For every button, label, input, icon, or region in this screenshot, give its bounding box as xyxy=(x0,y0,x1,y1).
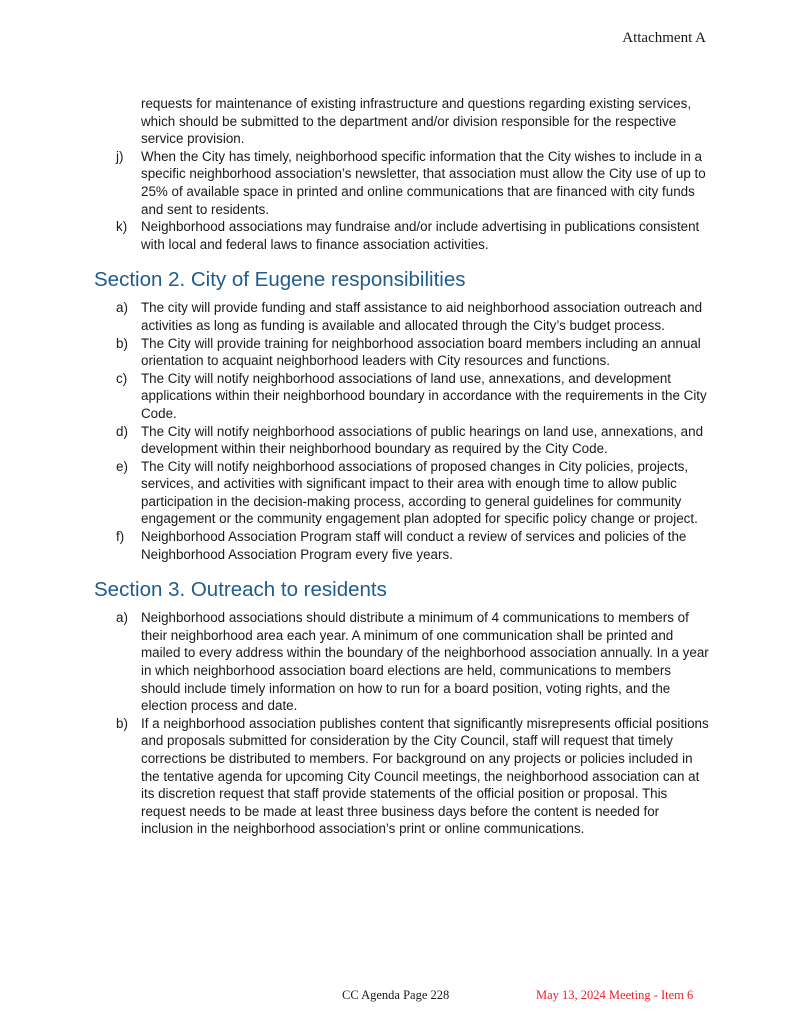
footer-meeting-item: May 13, 2024 Meeting - Item 6 xyxy=(536,988,694,1002)
list-marker: d) xyxy=(116,423,128,439)
list-item xyxy=(94,609,710,715)
section3-list xyxy=(94,609,710,838)
list-item-text: Neighborhood associations should distribute a minimum of 4 communications to members of their neighborhood area each year. A minimum of one communication shall be printed and mailed to every address within the boundary of the neighborhood association annually. In a year in which neighborhood association board elections are held, communications to members should include timely information on how to run for a board position, voting rights, and the election process and date. xyxy=(141,610,709,714)
list-item-text: The City will notify neighborhood associations of public hearings on land use, annexations, and development within their neighborhood boundary as required by the City Code. xyxy=(141,423,704,457)
list-item xyxy=(94,218,710,253)
section2-list xyxy=(94,299,710,563)
list-item-text: If a neighborhood association publishes content that significantly misrepresents official positions and proposals submitted for consideration by the City Council, staff will request that timely corrections be distributed to members. For background on any projects or policies included in the tentative agenda for upcoming City Council meetings, the neighborhood association can at its discretion request that staff provide statements of the official position or proposal. This request needs to be made at least three business days before the content is needed for inclusion in the neighborhood association’s print or online communications. xyxy=(141,715,709,837)
list-item xyxy=(94,528,710,563)
list-item-text: Neighborhood Association Program staff will conduct a review of services and policies of the Neighborhood Association Program every five years. xyxy=(141,529,687,562)
list-marker: k) xyxy=(116,219,128,235)
section-3-heading: Section 3. Outreach to residents xyxy=(94,578,387,602)
list-marker: e) xyxy=(116,458,128,474)
list-item xyxy=(94,299,710,334)
list-item xyxy=(94,370,710,423)
list-marker: c) xyxy=(116,370,128,386)
list-marker: a) xyxy=(116,300,128,316)
section1-list xyxy=(94,148,710,254)
page-footer xyxy=(0,988,800,1008)
list-item xyxy=(94,458,710,528)
list-marker: b) xyxy=(116,335,128,351)
list-item xyxy=(94,423,710,458)
list-item-text: When the City has timely, neighborhood specific information that the City wishes to include in a specific neighborhood association’s newsletter, that association must allow the City use of up to 25% of available space in printed and online communications that are financed with city funds and sent to residents. xyxy=(141,148,706,217)
list-marker: j) xyxy=(116,148,124,164)
list-item xyxy=(94,335,710,370)
list-marker: f) xyxy=(116,529,125,545)
list-item xyxy=(94,715,710,838)
list-item xyxy=(94,148,710,218)
list-item-text: The City will notify neighborhood associations of proposed changes in City policies, projects, services, and activities with significant impact to their area with enough time to allow public participation in the decision-making process, according to general guidelines for community engagement or the community engagement plan adopted for specific policy change or project. xyxy=(141,458,698,527)
list-marker: a) xyxy=(116,610,128,626)
list-item-text: The City will provide training for neighborhood association board members including an annual orientation to acquaint neighborhood leaders with City resources and functions. xyxy=(141,335,701,369)
footer-page-number: CC Agenda Page 228 xyxy=(342,988,450,1002)
section-2-heading: Section 2. City of Eugene responsibilities xyxy=(94,268,466,292)
list-item-text: Neighborhood associations may fundraise and/or include advertising in publications consistent with local and federal laws to finance association activities. xyxy=(141,219,700,252)
attachment-label: Attachment A xyxy=(622,30,706,46)
continued-paragraph: requests for maintenance of existing infrastructure and questions regarding existing services, which should be submitted to the department and/or division responsible for the respective service provision. xyxy=(141,96,692,147)
list-marker: b) xyxy=(116,715,128,731)
list-item-text: The city will provide funding and staff assistance to aid neighborhood association outreach and activities as long as funding is available and allocated through the City’s budget process. xyxy=(141,300,703,333)
document-body xyxy=(94,95,710,838)
list-item-text: The City will notify neighborhood associations of land use, annexations, and development applications within their neighborhood boundary in accordance with the requirements in the City Code. xyxy=(141,370,707,421)
